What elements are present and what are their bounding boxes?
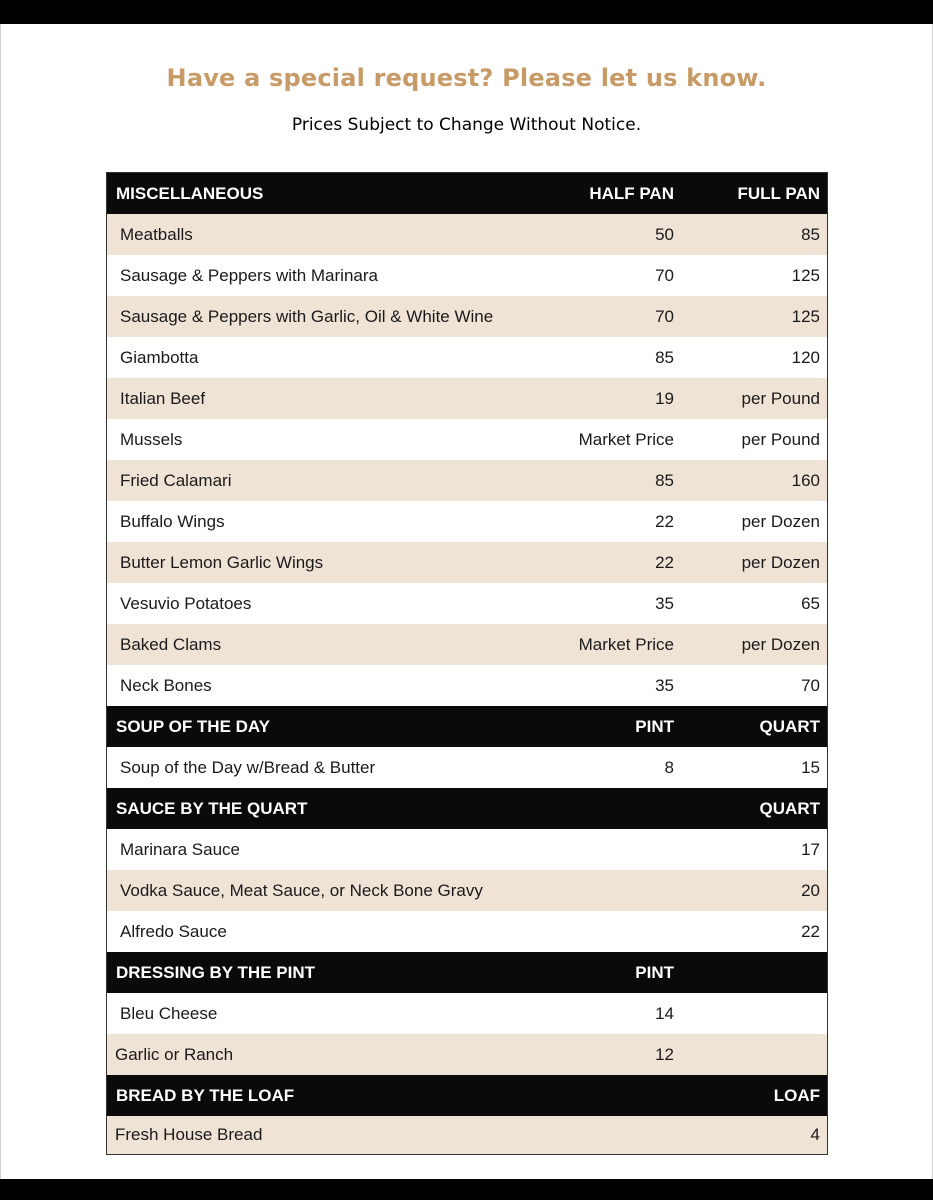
menu-item-row xyxy=(107,624,827,665)
column-header-pint: PINT xyxy=(635,963,674,982)
item-name: Marinara Sauce xyxy=(120,840,241,859)
item-name: Sausage & Peppers with Marinara xyxy=(120,266,378,285)
item-name: Butter Lemon Garlic Wings xyxy=(120,553,324,572)
column-header-half-pan: HALF PAN xyxy=(589,184,674,203)
half-pan-price: 22 xyxy=(655,512,674,531)
item-name: Neck Bones xyxy=(120,676,212,695)
menu-item-row xyxy=(107,747,827,788)
full-pan-price: per Pound xyxy=(741,389,820,408)
full-pan-price: 125 xyxy=(791,266,820,285)
quart-price: 17 xyxy=(801,840,820,859)
pint-price: 8 xyxy=(664,758,674,777)
section-header-bread-by-the-loaf xyxy=(107,1075,827,1116)
menu-item-row xyxy=(107,378,827,419)
menu-item-row xyxy=(107,542,827,583)
menu-item-row xyxy=(107,460,827,501)
menu-item-row xyxy=(107,870,827,911)
full-pan-price: 85 xyxy=(801,225,820,244)
menu-item-row xyxy=(107,501,827,542)
half-pan-price: 35 xyxy=(655,594,674,613)
menu-price-table xyxy=(106,172,828,1155)
menu-item-row xyxy=(107,665,827,706)
pint-price: 12 xyxy=(655,1045,674,1064)
section-title: SAUCE BY THE QUART xyxy=(116,799,308,818)
full-pan-price: 65 xyxy=(801,594,820,613)
menu-item-row xyxy=(107,829,827,870)
column-header-quart: QUART xyxy=(759,717,820,736)
item-name: Buffalo Wings xyxy=(120,512,225,531)
price-notice: Prices Subject to Change Without Notice. xyxy=(291,115,642,135)
section-header-sauce-by-the-quart xyxy=(107,788,827,829)
half-pan-price: Market Price xyxy=(578,430,674,449)
menu-item-row xyxy=(107,296,827,337)
menu-item-row xyxy=(107,255,827,296)
full-pan-price: 160 xyxy=(791,471,820,490)
item-name: Giambotta xyxy=(120,348,199,367)
half-pan-price: 85 xyxy=(655,348,674,367)
left-page-edge xyxy=(0,24,1,1179)
section-title: MISCELLANEOUS xyxy=(116,184,264,203)
item-name: Fried Calamari xyxy=(120,471,232,490)
half-pan-price: 85 xyxy=(655,471,674,490)
item-name: Soup of the Day w/Bread & Butter xyxy=(120,758,376,777)
menu-item-row xyxy=(107,993,827,1034)
half-pan-price: 22 xyxy=(655,553,674,572)
menu-item-row xyxy=(107,1116,827,1154)
section-title: DRESSING BY THE PINT xyxy=(116,963,315,982)
menu-item-row xyxy=(107,419,827,460)
column-header-pint: PINT xyxy=(635,717,674,736)
item-name: Alfredo Sauce xyxy=(120,922,227,941)
full-pan-price: per Dozen xyxy=(741,512,820,531)
half-pan-price: 70 xyxy=(655,307,674,326)
column-header-quart: QUART xyxy=(759,799,820,818)
section-title: SOUP OF THE DAY xyxy=(116,717,270,736)
item-name: Meatballs xyxy=(120,225,193,244)
bottom-border-bar xyxy=(0,1179,933,1200)
full-pan-price: per Pound xyxy=(741,430,820,449)
quart-price: 20 xyxy=(801,881,820,900)
full-pan-price: 120 xyxy=(791,348,820,367)
item-name: Garlic or Ranch xyxy=(115,1045,234,1064)
menu-item-row xyxy=(107,911,827,952)
full-pan-price: per Dozen xyxy=(741,553,820,572)
half-pan-price: 70 xyxy=(655,266,674,285)
pint-price: 14 xyxy=(655,1004,674,1023)
section-header-dressing-by-the-pint xyxy=(107,952,827,993)
menu-item-row xyxy=(107,1034,827,1075)
full-pan-price: per Dozen xyxy=(741,635,820,654)
menu-item-row xyxy=(107,583,827,624)
quart-price: 22 xyxy=(801,922,820,941)
quart-price: 15 xyxy=(801,758,820,777)
top-border-bar xyxy=(0,0,933,24)
half-pan-price: 50 xyxy=(655,225,674,244)
full-pan-price: 125 xyxy=(791,307,820,326)
menu-item-row xyxy=(107,214,827,255)
half-pan-price: 35 xyxy=(655,676,674,695)
full-pan-price: 70 xyxy=(801,676,820,695)
item-name: Vesuvio Potatoes xyxy=(120,594,252,613)
menu-item-row xyxy=(107,337,827,378)
column-header-full-pan: FULL PAN xyxy=(737,184,820,203)
item-name: Bleu Cheese xyxy=(120,1004,218,1023)
section-header-miscellaneous xyxy=(107,173,827,214)
half-pan-price: 19 xyxy=(655,389,674,408)
item-name: Sausage & Peppers with Garlic, Oil & White Wine xyxy=(120,307,494,326)
item-name: Vodka Sauce, Meat Sauce, or Neck Bone Gravy xyxy=(120,881,483,900)
item-name: Italian Beef xyxy=(120,389,206,408)
loaf-price: 4 xyxy=(810,1125,820,1144)
section-title: BREAD BY THE LOAF xyxy=(116,1086,295,1105)
item-name: Mussels xyxy=(120,430,183,449)
section-header-soup-of-the-day xyxy=(107,706,827,747)
special-request-headline: Have a special request? Please let us know. xyxy=(166,64,767,92)
item-name: Baked Clams xyxy=(120,635,222,654)
column-header-loaf: LOAF xyxy=(773,1086,820,1105)
half-pan-price: Market Price xyxy=(578,635,674,654)
item-name: Fresh House Bread xyxy=(115,1125,263,1144)
